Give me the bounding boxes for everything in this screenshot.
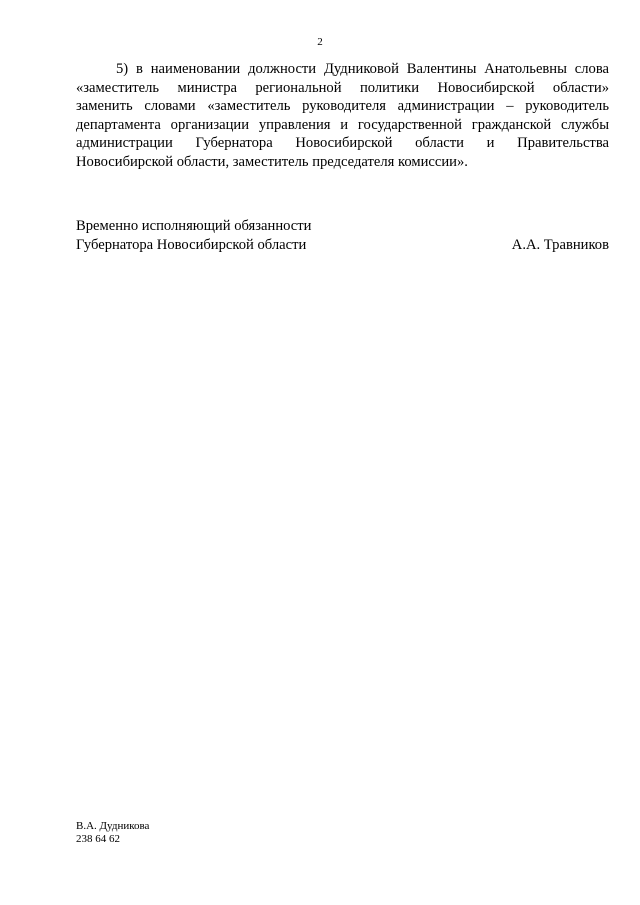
executor-name: В.А. Дудникова: [76, 820, 150, 832]
executor-block: [76, 820, 149, 846]
signature-row: [76, 236, 609, 255]
signer-name: А.А. Травников: [511, 236, 609, 253]
page-number: 2: [317, 36, 323, 48]
paragraph-line-4: департамента организации управления и государственной гражданской службы: [76, 116, 609, 133]
paragraph-line-2: «заместитель министра региональной политики Новосибирской области»: [76, 79, 609, 96]
executor-phone: 238 64 62: [76, 833, 120, 845]
paragraph-line-1: 5) в наименовании должности Дудниковой Валентины Анатольевны слова: [116, 61, 609, 77]
signer-position-line-1: Временно исполняющий обязанности: [76, 218, 312, 234]
paragraph-line-6: Новосибирской области, заместитель председателя комиссии».: [76, 153, 468, 170]
paragraph-line-5: администрации Губернатора Новосибирской области и Правительства: [76, 135, 609, 152]
paragraph-line-3: заменить словами «заместитель руководителя администрации – руководитель: [76, 98, 609, 115]
signature-block: [76, 217, 609, 254]
amendment-paragraph: [76, 60, 609, 172]
signer-position-line-2: Губернатора Новосибирской области: [76, 236, 307, 253]
